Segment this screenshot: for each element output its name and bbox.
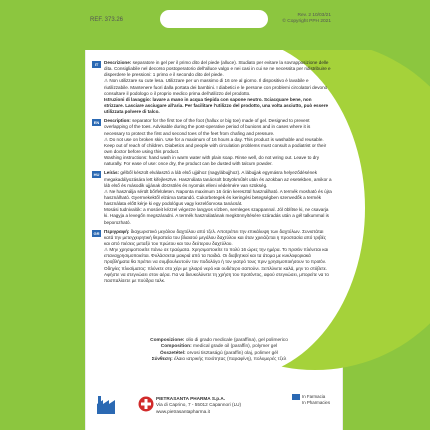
section-title: Descrizione: xyxy=(104,60,132,65)
composition-row: Composizione: olio di grado medicale (paraffina), gel polimerico xyxy=(150,338,288,343)
section-description: gélből készült elválasztó a láb első ujjához (nagylábujjhoz). A lábujjak egymásra helyeződésének megakadályozására lett kifejlesztve. Használata tanácsolt bütyökműtét után és azokban az esetekben, amikor a láb első és második ujjának dörzsölés és nyomás elleni védelmére van szükség. xyxy=(104,170,332,188)
manufacturer-factory-icon xyxy=(96,392,118,416)
section-warnings: ⚠ Ne használja sérült bőrfelületen. Naponta maximum 16 órán keresztül használható. A termék mosható és újra használható. Gyermekektől elzárva tartandó. Cukorbetegek és keringési betegségben szenvedők a termék használata előtt kérje ki egy podológus vagy kezelőorvosa tanácsát. xyxy=(104,188,332,207)
copyright-text: © Copyright PPH 2021 xyxy=(282,19,331,25)
section-wash: Mosási tudnivalók: a mosóeit kézzel végezze langyos vízben, semleges szappannal. Jól öblítse ki, ne csavarja ki. Hagyja a levegőn megszáradni. A termék használatának megkönnyítésére száradás után a gél talkummal is beporozható. xyxy=(104,207,329,225)
manufacturer-web: www.pietrasantapharma.it xyxy=(156,408,210,414)
section-wash: Οδηγίες πλυσίματος: πλύνετε στο χέρι με χλιαρό νερό και ουδέτερο σαπούνι. Ξεπλύνετε καλά, μην το στύβετε. Αφήστε να στεγνώσει στον αέρα. Για να διευκολύνετε τη χρήση του προϊόντος, αφού στεγνώσει, μπορείτε να το πασπαλίσετε με πούδρα ταλκ. xyxy=(104,265,329,283)
section-gr xyxy=(92,229,332,284)
composition-row: Composition: medical grade oil (paraffin), polymer gel xyxy=(160,344,278,350)
distribution-note xyxy=(292,394,332,406)
section-en xyxy=(92,118,332,167)
instructions-content xyxy=(92,60,332,287)
manufacturer-info xyxy=(156,396,296,415)
section-warnings: ⚠ Do not use on broken skin. Use for a maximum of 16 hours a day. This product is washable and reusable. Keep out of reach of children. Diabetics and people with circulation problems must consult a podiatrist or their own doctor before using this product. xyxy=(104,136,327,154)
composition-row: Összetétel: orvosi tisztaságú (paraffin) olaj, polimer gél xyxy=(159,350,279,356)
manufacturer-address: Via di Caprino, 7 - 55012 Capannori (LU) xyxy=(156,402,242,408)
section-description: separatore in gel per il primo dito del piede (alluce). Studiato per evitare la sovrapposizione delle dita. Consigliabile nel decorso postoperatorio dell'alluce valgo e nei casi in cui se ne necessita per ridistribuire e disperdere le pressioni: 1 primo e il secondo dito del piede. xyxy=(104,60,331,78)
section-title: Περιγραφή: xyxy=(104,228,130,234)
section-description: separator for the first toe of the foot (hallux or big toe) made of gel. Designed to prevent overlapping of the toes. Advisable during the post-operative period of bunions and in cases where it is necessary to protect the first and second toes of the feet from chafing and pressure. xyxy=(104,118,311,136)
manufacturer-logo-icon xyxy=(138,396,154,412)
section-title: Leírás: xyxy=(104,170,120,176)
section-title: Description: xyxy=(104,118,131,124)
manufacturer-name: PIETRASANTA PHARMA S.p.A. xyxy=(156,396,226,401)
hang-hole xyxy=(160,10,268,28)
section-it xyxy=(92,60,332,115)
package-left-panel xyxy=(0,0,86,430)
revision-date: Rev. 2 10/03/21 xyxy=(297,13,331,18)
ref-code: REF. 373.26 xyxy=(90,17,124,23)
distribution-line-2: In Pharmacies xyxy=(302,400,331,405)
composition-row: Σύνθεση: έλαιο ιατρικής ποιότητας (παραφίνη), πολυμερές τζελ xyxy=(151,357,287,363)
distribution-line-1: In Farmacia xyxy=(302,394,326,400)
composition-block xyxy=(104,338,334,364)
language-code-badge: IT xyxy=(92,61,101,68)
language-code-badge: HU xyxy=(93,172,100,178)
section-wash: Istruzioni di lavaggio: lavare a mano in acqua tiepida con sapone neutro. Sciacquare bene, non strizzare. Lasciare asciugare all'aria. Per facilitare l'utilizzo del prodotto, una volta asciutto, può essere utilizzata polvere di talco. xyxy=(104,96,329,115)
pharmacy-flag-icon xyxy=(292,394,300,400)
section-hu xyxy=(92,170,332,225)
section-description: διαχωριστικό μεγάλου δαχτύλου από τζελ. Αποτρέπει την επικάλυψη των δαχτύλων. Συνιστάται κατά την μετεγχειρητική θεραπεία του βλαισού μεγάλου δαχτύλου και όταν χρειάζεται η προστασία από τριβές και από πιέσεις μεταξύ του πρώτου και του δεύτερου δαχτύλου. xyxy=(104,228,326,246)
revision-info xyxy=(275,13,331,25)
section-warnings: ⚠ Μην χρησιμοποιείτε πάνω σε τραύματα. Χρησιμοποιείτε το πολύ 16 ώρες την ημέρα. Το προϊόν πλένεται και επαναχρησιμοποιείται. Φυλάσσεται μακριά από τα παιδιά. Οι διαβητικοί και τα άτομα με κυκλοφοριακά προβλήματα θα πρέπει να συμβουλευτούν τον ποδολόγο ή τον γιατρό τους πριν χρησιμοποιήσουν το προϊόν. xyxy=(104,247,329,265)
section-wash: Washing instructions: hand wash in warm water with plain soap. Rinse well, do not wring out. Leave to dry naturally. For ease of use: once dry, the product can be dusted with talcum powder. xyxy=(104,155,320,167)
section-warnings: ⚠ Non utilizzare su cute lesa. Utilizzare per un massimo di 16 ore al giorno. Il dispositivo è lavabile e riutilizzabile. Mantenere fuori dalla portata dei bambini. I diabetici e le persone con problemi circolatori devono consultare il podologo o il proprio medico prima dell'utilizzo del prodotto. xyxy=(104,78,328,96)
language-code-badge: EN xyxy=(93,120,100,126)
language-code-badge: GR xyxy=(93,230,100,236)
